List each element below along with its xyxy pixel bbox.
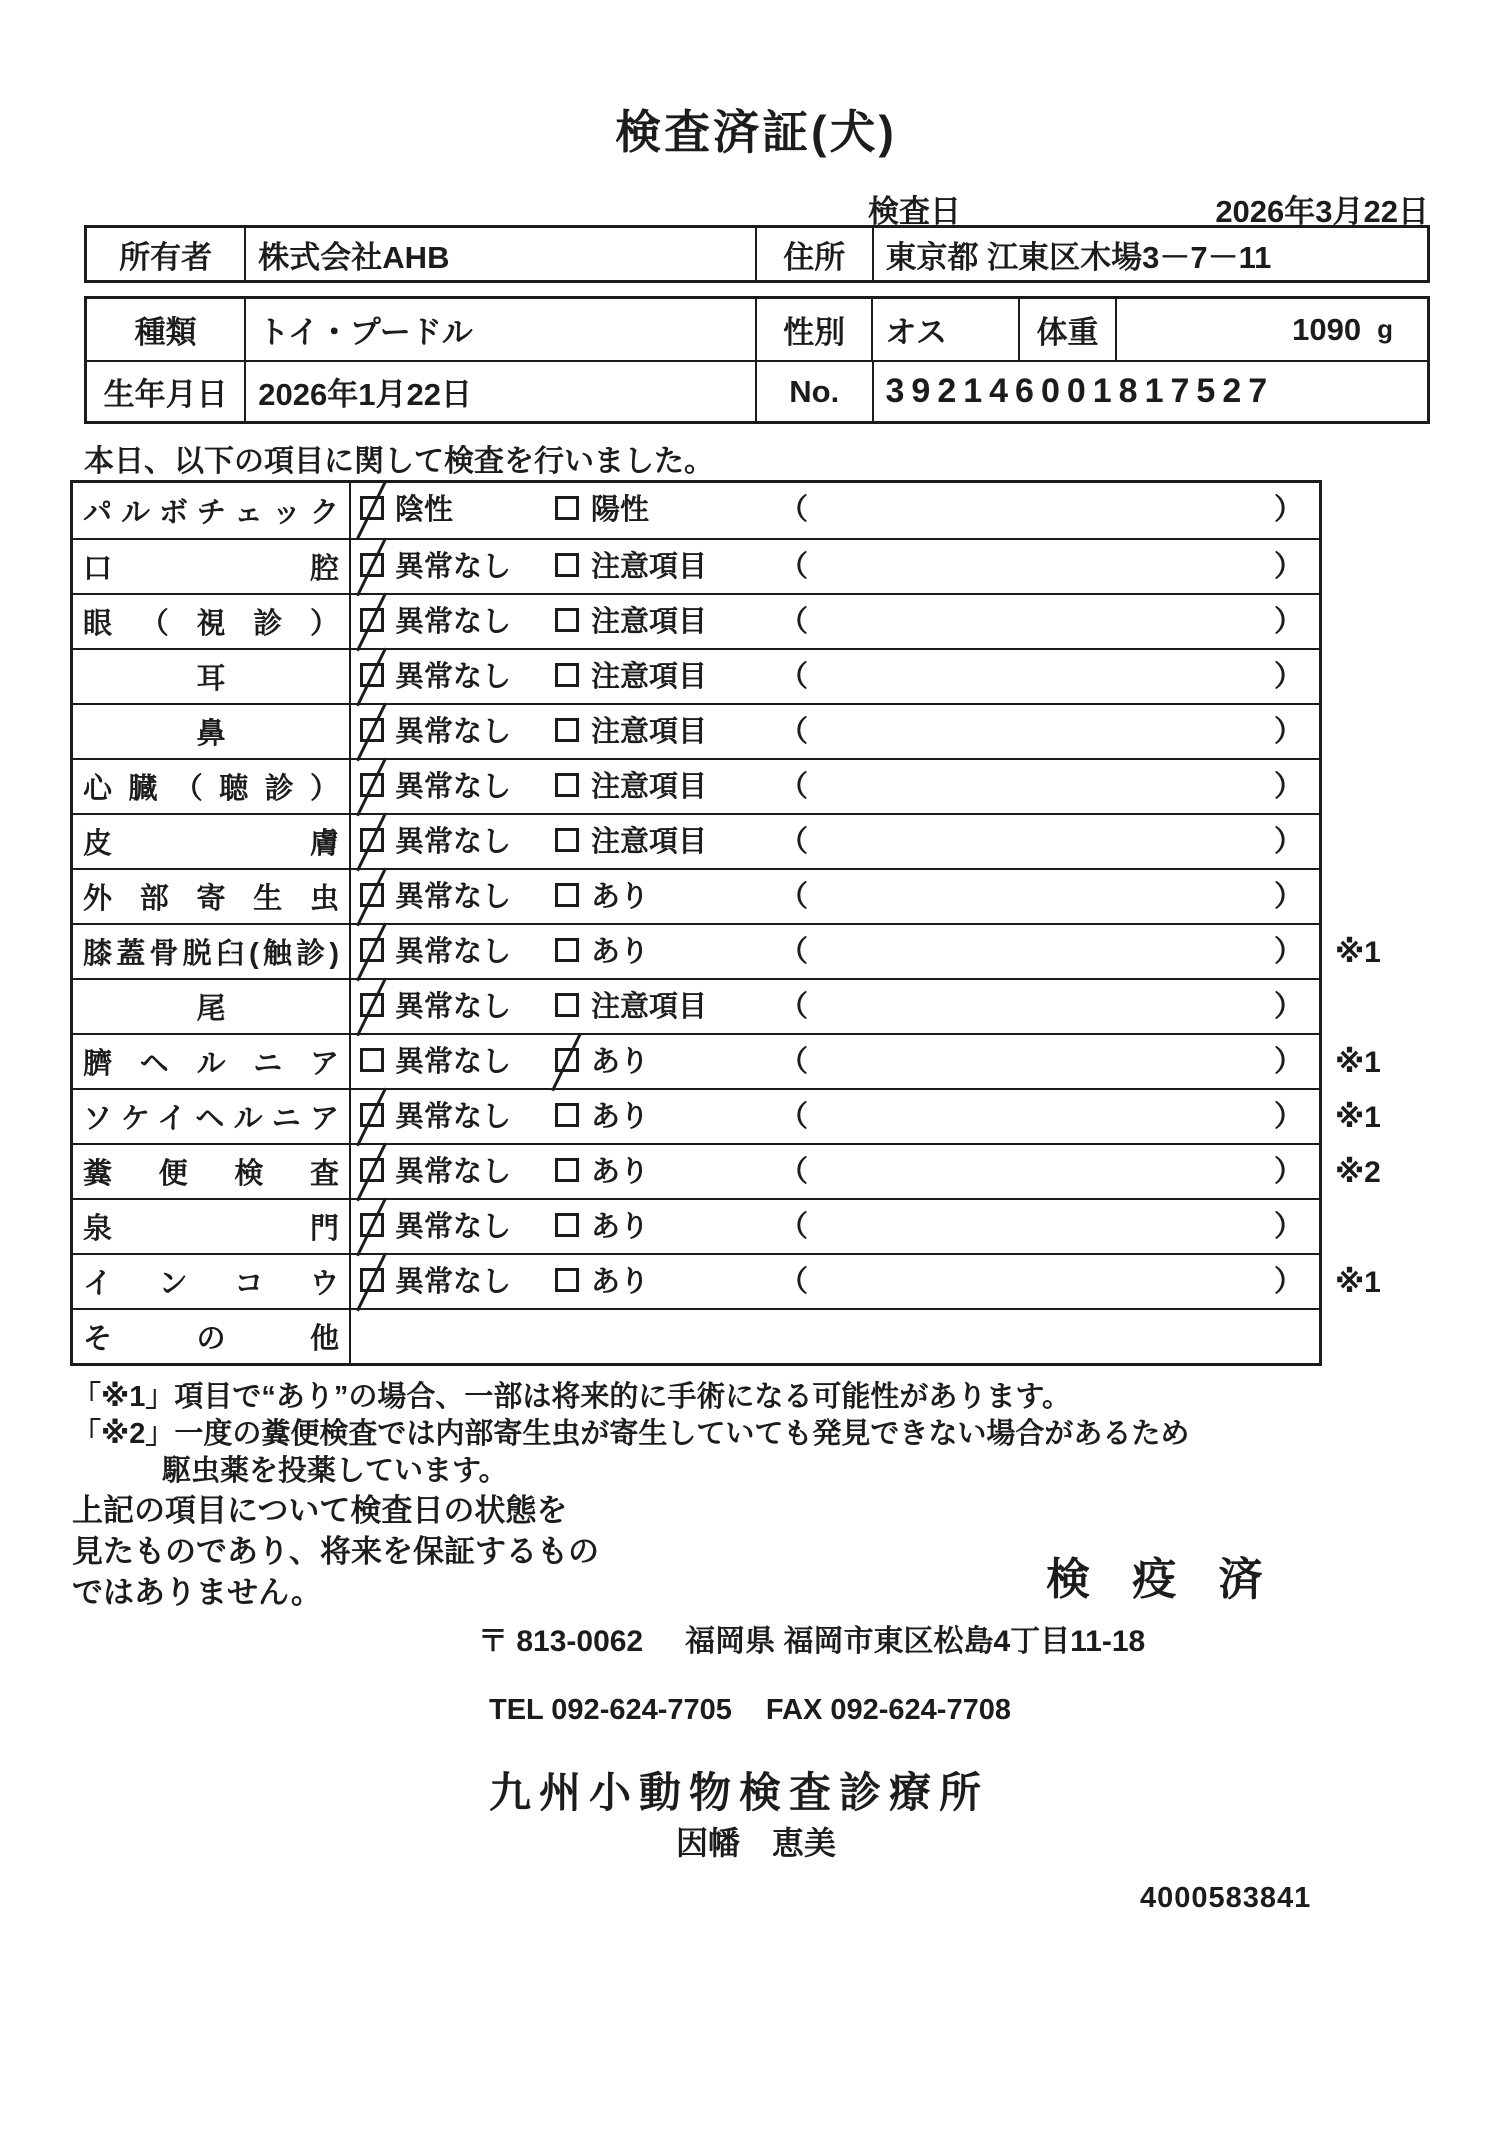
exam-item-label: インコウ xyxy=(83,1268,339,1300)
paren-open: （ xyxy=(779,881,809,913)
option-1-label: 異常なし xyxy=(395,1266,512,1298)
disclaimer-line-1: 上記の項目について検査日の状態を xyxy=(72,1493,568,1528)
exam-item-label: 皮膚 xyxy=(83,828,339,860)
exam-item-label: 尾 xyxy=(196,993,226,1025)
paren-open: （ xyxy=(779,494,809,526)
option-2-label: あり xyxy=(591,1266,650,1298)
exam-item-label-cell xyxy=(73,595,351,648)
exam-item-label: 膝蓋骨脱臼(触診) xyxy=(83,938,339,970)
exam-item-label-cell xyxy=(73,1255,351,1308)
exam-item-label-cell xyxy=(73,483,351,538)
checkbox-1[interactable] xyxy=(360,993,384,1017)
paren-close: ） xyxy=(1273,1046,1303,1078)
checkbox-2[interactable] xyxy=(555,608,579,632)
option-2-label: 注意項目 xyxy=(591,771,708,803)
checkbox-1[interactable] xyxy=(360,773,384,797)
footnote-2: 「※2」一度の糞便検査では内部寄生虫が寄生していても発見できない場合があるため xyxy=(72,1418,1190,1450)
animal-table xyxy=(84,296,1430,424)
checkbox-1[interactable] xyxy=(360,1048,384,1072)
exam-item-result-cell xyxy=(351,483,1319,538)
weight-unit: g xyxy=(1377,314,1393,344)
paren-close: ） xyxy=(1273,991,1303,1023)
option-2-label: 注意項目 xyxy=(591,661,708,693)
clinic-postal-code: 〒 813-0062 xyxy=(478,1625,644,1658)
checklist-row-umbilical-hernia xyxy=(73,1033,1381,1088)
checklist-row-parvo xyxy=(73,483,1319,538)
footnote-marker: ※1 xyxy=(1335,1266,1381,1299)
checklist-row-fontanelle xyxy=(73,1198,1319,1253)
option-1-label: 異常なし xyxy=(395,991,512,1023)
paren-open: （ xyxy=(779,1266,809,1298)
option-2-label: あり xyxy=(591,1101,650,1133)
sex-label: 性別 xyxy=(755,299,871,360)
checkbox-2[interactable] xyxy=(555,773,579,797)
checkbox-2[interactable] xyxy=(555,1268,579,1292)
exam-item-label-cell xyxy=(73,1035,351,1088)
option-1-label: 異常なし xyxy=(395,716,512,748)
weight-label: 体重 xyxy=(1018,299,1116,360)
exam-item-label: ソケイヘルニア xyxy=(83,1103,339,1135)
exam-item-result-cell xyxy=(351,1200,1319,1253)
option-2-label: 注意項目 xyxy=(591,826,708,858)
checkbox-2[interactable] xyxy=(555,1213,579,1237)
paren-close: ） xyxy=(1273,494,1303,526)
checkbox-1[interactable] xyxy=(360,496,384,520)
paren-open: （ xyxy=(779,991,809,1023)
exam-item-label-cell xyxy=(73,980,351,1033)
checkbox-2[interactable] xyxy=(555,1103,579,1127)
checkbox-1[interactable] xyxy=(360,663,384,687)
paren-close: ） xyxy=(1273,1156,1303,1188)
paren-open: （ xyxy=(779,771,809,803)
exam-item-label: 眼（視診） xyxy=(83,608,339,640)
disclaimer xyxy=(72,1490,599,1613)
checklist-row-heart xyxy=(73,758,1319,813)
exam-item-label-cell xyxy=(73,760,351,813)
exam-item-label-cell xyxy=(73,870,351,923)
exam-item-result-cell xyxy=(351,1145,1381,1198)
weight-value xyxy=(1115,299,1427,360)
owner-value: 株式会社AHB xyxy=(244,228,755,280)
exam-item-label-cell xyxy=(73,815,351,868)
paren-open: （ xyxy=(779,1211,809,1243)
checkbox-1[interactable] xyxy=(360,938,384,962)
checkbox-2[interactable] xyxy=(555,663,579,687)
exam-item-label-cell xyxy=(73,925,351,978)
option-2-label: 陽性 xyxy=(591,494,650,526)
paren-close: ） xyxy=(1273,826,1303,858)
paren-open: （ xyxy=(779,936,809,968)
exam-item-result-cell xyxy=(351,925,1381,978)
clinic-fax: FAX 092-624-7708 xyxy=(765,1694,1011,1726)
paren-close: ） xyxy=(1273,771,1303,803)
exam-item-label: 泉門 xyxy=(83,1213,339,1245)
exam-item-label: パルボチェック xyxy=(83,497,339,529)
exam-date-label: 検査日 xyxy=(868,194,961,229)
footnote-1: 「※1」項目で“あり”の場合、一部は将来的に手術になる可能性があります。 xyxy=(72,1381,1072,1413)
paren-open: （ xyxy=(779,1046,809,1078)
breed-value: トイ・プードル xyxy=(244,299,755,360)
checkbox-1[interactable] xyxy=(360,718,384,742)
notice-line: 本日、以下の項目に関して検査を行いました。 xyxy=(84,445,714,478)
paren-close: ） xyxy=(1273,1101,1303,1133)
checklist-row-inkou xyxy=(73,1253,1381,1308)
checklist-row-mouth xyxy=(73,538,1319,593)
exam-item-label: 口腔 xyxy=(83,553,339,585)
paren-open: （ xyxy=(779,551,809,583)
checkbox-2[interactable] xyxy=(555,718,579,742)
option-1-label: 陰性 xyxy=(395,494,454,526)
checkbox-2[interactable] xyxy=(555,1048,579,1072)
owner-label: 所有者 xyxy=(119,239,213,275)
checklist-row-inguinal-hernia xyxy=(73,1088,1381,1143)
checklist-row-skin xyxy=(73,813,1319,868)
paren-close: ） xyxy=(1273,881,1303,913)
exam-item-result-cell xyxy=(351,705,1319,758)
checklist-row-ears xyxy=(73,648,1319,703)
paren-open: （ xyxy=(779,826,809,858)
option-1-label: 異常なし xyxy=(395,881,512,913)
option-2-label: あり xyxy=(591,1156,650,1188)
option-1-label: 異常なし xyxy=(395,936,512,968)
clinic-tel: TEL 092-624-7705 xyxy=(489,1694,732,1726)
option-1-label: 異常なし xyxy=(395,1156,512,1188)
paren-open: （ xyxy=(779,606,809,638)
exam-item-result-cell xyxy=(351,1310,1319,1363)
footnote-marker: ※2 xyxy=(1335,1156,1381,1189)
exam-item-label-cell xyxy=(73,1310,351,1363)
option-1-label: 異常なし xyxy=(395,826,512,858)
checkbox-1[interactable] xyxy=(360,883,384,907)
address-label: 住所 xyxy=(755,228,872,280)
address-value: 東京都 江東区木場3－7－11 xyxy=(872,228,1428,280)
checkbox-1[interactable] xyxy=(360,608,384,632)
no-value: 392146001817527 xyxy=(872,362,1428,421)
owner-row xyxy=(87,228,1427,280)
option-1-label: 異常なし xyxy=(395,551,512,583)
quarantine-stamp: 検 疫 済 xyxy=(1046,1555,1278,1604)
paren-close: ） xyxy=(1273,661,1303,693)
option-1-label: 異常なし xyxy=(395,1101,512,1133)
checklist-row-fecal-exam xyxy=(73,1143,1381,1198)
checkbox-2[interactable] xyxy=(555,828,579,852)
exam-item-result-cell xyxy=(351,815,1319,868)
clinic-address-line xyxy=(478,1616,1145,1660)
paren-open: （ xyxy=(779,1156,809,1188)
option-2-label: あり xyxy=(591,1211,650,1243)
paren-close: ） xyxy=(1273,936,1303,968)
clinic-phone-line xyxy=(489,1694,1011,1727)
option-1-label: 異常なし xyxy=(395,1211,512,1243)
clinic-name: 九州小動物検査診療所 xyxy=(489,1769,990,1816)
sex-value: オス xyxy=(871,299,1017,360)
checkbox-1[interactable] xyxy=(360,828,384,852)
exam-item-label: 鼻 xyxy=(196,718,226,750)
option-2-label: 注意項目 xyxy=(591,991,708,1023)
exam-item-label: 糞便検査 xyxy=(83,1158,339,1190)
exam-item-label: 耳 xyxy=(196,663,226,695)
option-2-label: あり xyxy=(591,936,650,968)
weight-number: 1090 xyxy=(1292,311,1362,347)
checklist-row-other xyxy=(73,1308,1319,1363)
exam-item-result-cell xyxy=(351,1035,1381,1088)
clinic-address: 福岡県 福岡市東区松島4丁目11-18 xyxy=(685,1625,1146,1658)
checkbox-1[interactable] xyxy=(360,1103,384,1127)
birthdate-row xyxy=(87,360,1427,421)
exam-item-label-cell xyxy=(73,1145,351,1198)
checkbox-2[interactable] xyxy=(555,553,579,577)
paren-close: ） xyxy=(1273,1211,1303,1243)
disclaimer-line-2: 見たものであり、将来を保証するもの xyxy=(72,1534,599,1569)
owner-table xyxy=(84,225,1430,283)
checkbox-2[interactable] xyxy=(555,883,579,907)
checkbox-1[interactable] xyxy=(360,1158,384,1182)
paren-close: ） xyxy=(1273,1266,1303,1298)
exam-item-label: 外部寄生虫 xyxy=(83,883,339,915)
option-1-label: 異常なし xyxy=(395,771,512,803)
exam-item-label-cell xyxy=(73,1090,351,1143)
exam-item-result-cell xyxy=(351,1255,1381,1308)
exam-date-value: 2026年3月22日 xyxy=(1215,194,1429,229)
exam-item-label-cell xyxy=(73,650,351,703)
option-2-label: 注意項目 xyxy=(591,716,708,748)
exam-item-result-cell xyxy=(351,760,1319,813)
exam-item-label-cell xyxy=(73,540,351,593)
footnote-marker: ※1 xyxy=(1335,1046,1381,1079)
page-title: 検査済証(犬) xyxy=(615,106,897,158)
paren-close: ） xyxy=(1273,551,1303,583)
paren-close: ） xyxy=(1273,716,1303,748)
paren-close: ） xyxy=(1273,606,1303,638)
option-2-label: あり xyxy=(591,881,650,913)
paren-open: （ xyxy=(779,716,809,748)
checkbox-2[interactable] xyxy=(555,938,579,962)
exam-item-label-cell xyxy=(73,705,351,758)
exam-item-result-cell xyxy=(351,595,1319,648)
checkbox-2[interactable] xyxy=(555,496,579,520)
checklist-row-external-parasites xyxy=(73,868,1319,923)
paren-open: （ xyxy=(779,1101,809,1133)
option-1-label: 異常なし xyxy=(395,661,512,693)
exam-item-result-cell xyxy=(351,540,1319,593)
veterinarian-name: 因幡 恵美 xyxy=(676,1825,837,1861)
breed-label: 種類 xyxy=(134,315,197,350)
footnote-2-continued: 駆虫薬を投薬しています。 xyxy=(162,1455,508,1487)
no-label: No. xyxy=(755,362,872,421)
birthdate-value: 2026年1月22日 xyxy=(244,362,755,421)
option-1-label: 異常なし xyxy=(395,1046,512,1078)
option-2-label: あり xyxy=(591,1046,650,1078)
checkbox-1[interactable] xyxy=(360,1213,384,1237)
checkbox-2[interactable] xyxy=(555,1158,579,1182)
checklist-row-nose xyxy=(73,703,1319,758)
checkbox-1[interactable] xyxy=(360,553,384,577)
exam-item-label: 臍ヘルニア xyxy=(83,1048,339,1080)
exam-item-result-cell xyxy=(351,980,1319,1033)
serial-number: 4000583841 xyxy=(1140,1882,1312,1914)
checklist-row-tail xyxy=(73,978,1319,1033)
paren-open: （ xyxy=(779,661,809,693)
disclaimer-line-3: ではありません。 xyxy=(72,1575,322,1610)
breed-row xyxy=(87,299,1427,360)
footnote-marker: ※1 xyxy=(1335,936,1381,969)
exam-item-label-cell xyxy=(73,1200,351,1253)
option-1-label: 異常なし xyxy=(395,606,512,638)
exam-item-result-cell xyxy=(351,1090,1381,1143)
checklist-table xyxy=(70,480,1381,1366)
exam-item-label: 心臓（聴診） xyxy=(83,773,339,805)
checkbox-2[interactable] xyxy=(555,993,579,1017)
option-2-label: 注意項目 xyxy=(591,606,708,638)
checklist-row-patella xyxy=(73,923,1381,978)
exam-item-result-cell xyxy=(351,650,1319,703)
footnote-marker: ※1 xyxy=(1335,1101,1381,1134)
checklist-row-eyes xyxy=(73,593,1319,648)
birthdate-label: 生年月日 xyxy=(103,377,228,412)
exam-item-label: その他 xyxy=(83,1323,339,1355)
exam-item-result-cell xyxy=(351,870,1319,923)
checkbox-1[interactable] xyxy=(360,1268,384,1292)
option-2-label: 注意項目 xyxy=(591,551,708,583)
